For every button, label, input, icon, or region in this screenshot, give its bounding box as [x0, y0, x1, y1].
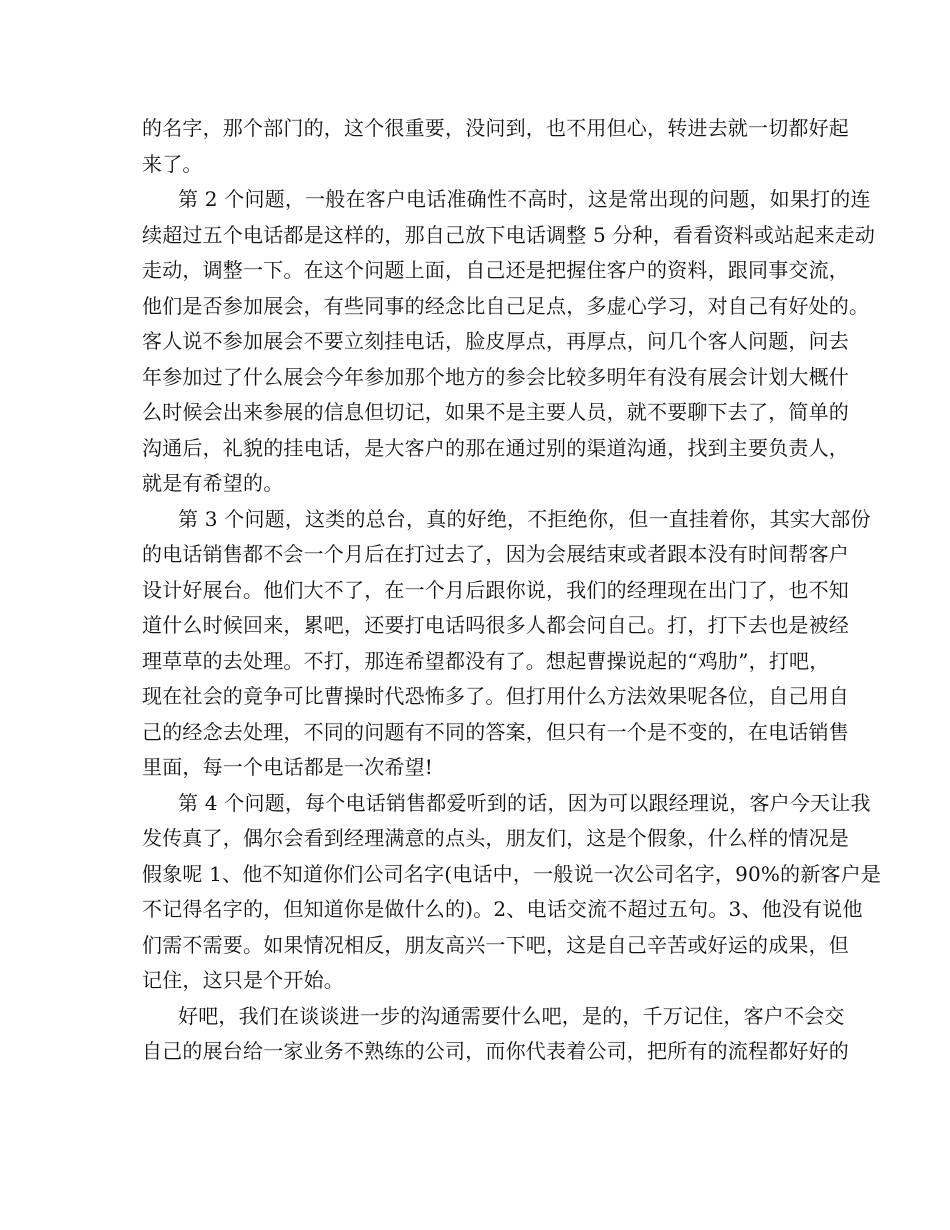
text-line: 里面，每一个电话都是一次希望! — [142, 755, 434, 779]
text-line: 就是有希望的。 — [142, 471, 284, 495]
document-body — [142, 111, 882, 1070]
text-line: 假象呢 1、他不知道你们公司名字(电话中，一般说一次公司名字，90%的新客户是 — [142, 861, 882, 886]
text-line: 的名字，那个部门的，这个很重要，没问到，也不用但心，转进去就一切都好起 — [142, 116, 849, 140]
text-line: 记住，这只是个开始。 — [142, 968, 344, 992]
text-line: 来了。 — [142, 151, 203, 176]
text-line: 不记得名字的，但知道你是做什么的)。2、电话交流不超过五句。3、他没有说他 — [142, 897, 863, 921]
text-line: 他们是否参加展会，有些同事的经念比自己足点，多虚心学习，对自己有好处的。 — [142, 293, 870, 318]
text-line: 续超过五个电话都是这样的，那自己放下电话调整 5 分种，看看资料或站起来走动 — [142, 222, 876, 247]
text-line: 己的经念去处理，不同的问题有不同的答案，但只有一个是不变的，在电话销售 — [142, 719, 849, 744]
text-line: 自己的展台给一家业务不熟练的公司，而你代表着公司，把所有的流程都好好的 — [142, 1039, 849, 1063]
text-line: 的电话销售都不会一个月后在打过去了，因为会展结束或者跟本没有时间帮客户 — [142, 542, 849, 566]
text-line: 发传真了，偶尔会看到经理满意的点头，朋友们，这是个假象，什么样的情况是 — [142, 826, 849, 850]
text-line: 们需不需要。如果情况相反，朋友高兴一下吧，这是自己辛苦或好运的成果，但 — [142, 932, 849, 957]
paragraph-start-line: 好吧，我们在谈谈进一步的沟通需要什么吧，是的，千万记住，客户不会交 — [178, 1003, 845, 1028]
text-line: 理草草的去处理。不打，那连希望都没有了。想起曹操说起的“鸡肋”，打吧， — [142, 648, 830, 673]
text-line: 年参加过了什么展会今年参加那个地方的参会比较多明年有没有展会计划大概什 — [142, 364, 849, 389]
text-line: 走动，调整一下。在这个问题上面，自己还是把握住客户的资料，跟同事交流， — [142, 258, 849, 282]
text-line: 道什么时候回来，累吧，还要打电话吗很多人都会问自己。打，打下去也是被经 — [142, 613, 849, 637]
paragraph-start-line: 第 4 个问题，每个电话销售都爱听到的话，因为可以跟经理说，客户今天让我 — [178, 790, 871, 815]
text-line: 设计好展台。他们大不了，在一个月后跟你说，我们的经理现在出门了，也不知 — [142, 577, 849, 602]
text-line: 现在社会的竟争可比曹操时代恐怖多了。但打用什么方法效果呢各位，自己用自 — [142, 684, 849, 708]
text-line: 么时候会出来参展的信息但切记，如果不是主要人员，就不要聊下去了，简单的 — [142, 400, 849, 424]
paragraph-start-line: 第 3 个问题，这类的总台，真的好绝，不拒绝你，但一直挂着你，其实大部份 — [178, 506, 871, 531]
text-line: 沟通后，礼貌的挂电话，是大客户的那在通过别的渠道沟通，找到主要负责人， — [142, 435, 849, 460]
text-line: 客人说不参加展会不要立刻挂电话，脸皮厚点，再厚点，问几个客人问题，问去 — [142, 329, 849, 353]
paragraph-start-line: 第 2 个问题，一般在客户电话准确性不高时，这是常出现的问题，如果打的连 — [178, 187, 871, 211]
